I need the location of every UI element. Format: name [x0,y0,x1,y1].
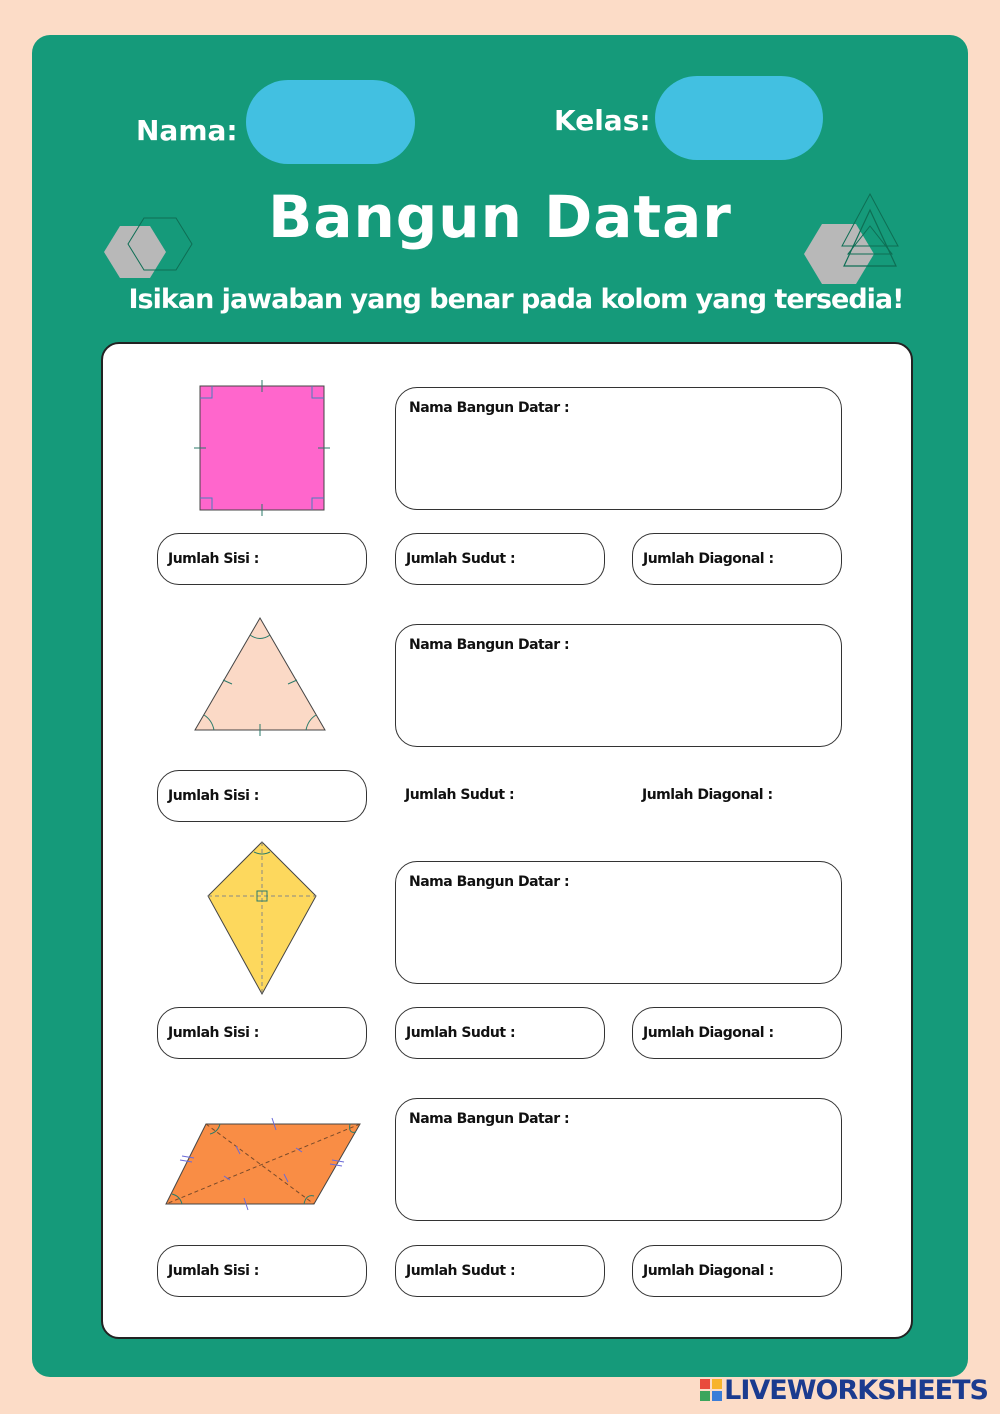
angles-label: Jumlah Sudut : [406,1025,516,1041]
angles-label: Jumlah Sudut : [406,551,516,567]
triangle-icon [190,612,330,738]
diagonals-label: Jumlah Diagonal : [643,1025,774,1041]
sides-label: Jumlah Sisi : [168,551,259,567]
diagonals-field-3[interactable] [632,1007,842,1059]
diagonals-label: Jumlah Diagonal : [643,1263,774,1279]
class-label: Kelas: [554,104,651,137]
shape-name-label: Nama Bangun Datar : [409,1111,570,1127]
liveworksheets-logo[interactable] [700,1375,988,1406]
sides-field-2[interactable] [157,770,367,822]
kite-icon [204,838,320,998]
diagonals-label: Jumlah Diagonal : [643,551,774,567]
diagonals-field-2[interactable] [632,770,842,822]
page-title: Bangun Datar [268,183,732,251]
liveworksheets-logo-icon [700,1379,722,1401]
hexagon-decoration-icon [100,214,200,284]
angles-field-3[interactable] [395,1007,605,1059]
angles-label: Jumlah Sudut : [405,787,515,803]
shape-name-field-4[interactable] [395,1098,842,1221]
sides-field-1[interactable] [157,533,367,585]
angles-label: Jumlah Sudut : [406,1263,516,1279]
name-label: Nama: [136,114,238,147]
shape-name-field-3[interactable] [395,861,842,984]
angles-field-2[interactable] [395,770,605,822]
brand-text: LIVEWORKSHEETS [724,1375,988,1406]
shape-name-label: Nama Bangun Datar : [409,400,570,416]
sides-field-4[interactable] [157,1245,367,1297]
instruction-text: Isikan jawaban yang benar pada kolom yang tersedia! [128,284,904,315]
diagonals-field-4[interactable] [632,1245,842,1297]
angles-field-1[interactable] [395,533,605,585]
shape-name-field-2[interactable] [395,624,842,747]
class-input[interactable] [655,76,823,160]
angles-field-4[interactable] [395,1245,605,1297]
sides-field-3[interactable] [157,1007,367,1059]
square-icon [192,378,332,518]
sides-label: Jumlah Sisi : [168,788,259,804]
hexagon-triangle-decoration-icon [800,190,910,290]
shape-name-field-1[interactable] [395,387,842,510]
shape-name-label: Nama Bangun Datar : [409,637,570,653]
parallelogram-icon [160,1114,366,1214]
sides-label: Jumlah Sisi : [168,1263,259,1279]
sides-label: Jumlah Sisi : [168,1025,259,1041]
name-input[interactable] [246,80,415,164]
shape-name-label: Nama Bangun Datar : [409,874,570,890]
diagonals-label: Jumlah Diagonal : [642,787,773,803]
diagonals-field-1[interactable] [632,533,842,585]
